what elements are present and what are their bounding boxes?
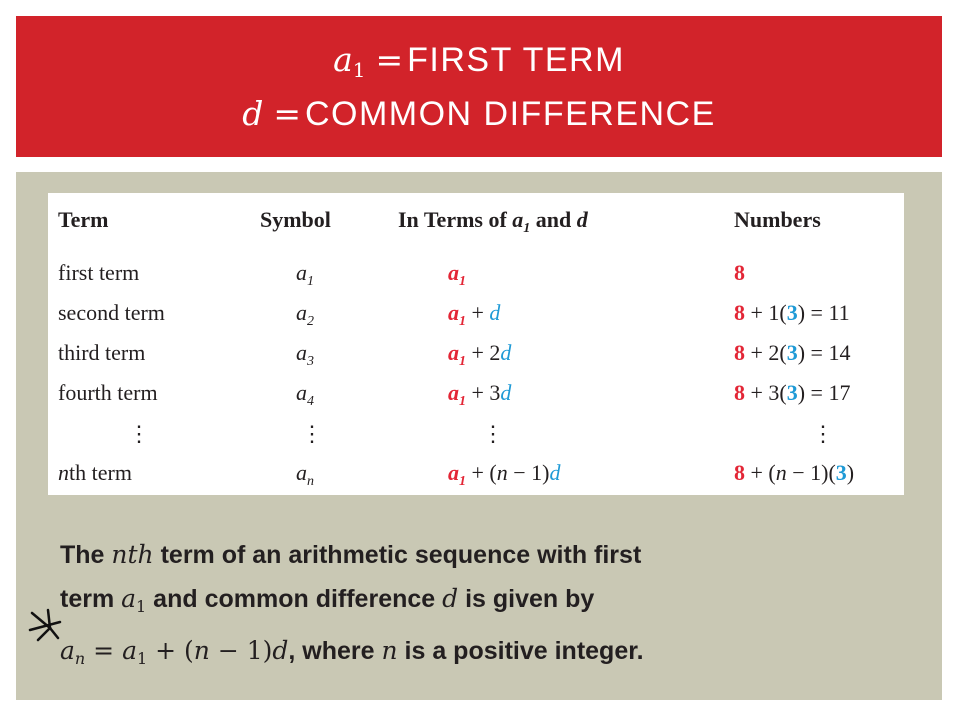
header-in-terms: [398, 207, 588, 237]
vdots-expr: ⋮: [482, 421, 504, 446]
expr-a1: $a_1$: [448, 380, 466, 409]
term-number: 8 + 2(3) = 14: [734, 340, 851, 365]
title-line-2: [242, 92, 716, 136]
term-label: third term: [58, 340, 146, 365]
var-a: a: [333, 39, 353, 79]
term-label: first term: [58, 260, 140, 285]
expr-a1: $a_1$: [448, 340, 466, 369]
equals-sign: =: [273, 93, 301, 133]
var-a1: [333, 39, 366, 82]
definition-paragraph: [60, 533, 920, 681]
first-term-label: FIRST TERM: [407, 40, 625, 79]
header-d: d: [576, 207, 588, 232]
var-d: d: [242, 93, 264, 133]
term-number: 8: [734, 260, 745, 285]
vdots-numbers: ⋮: [812, 421, 834, 446]
vdots-symbol: ⋮: [301, 421, 323, 446]
term-symbol: $a_1$: [296, 260, 314, 289]
header-term: Term: [58, 207, 109, 232]
term-symbol: $a_4$: [296, 380, 314, 409]
slide-title: [16, 16, 942, 157]
var-a-subscript: 1: [352, 57, 366, 82]
sequence-table: [48, 193, 904, 495]
term-expression: [448, 260, 466, 290]
nth-expression: $a_1 + (n - 1)d$: [448, 460, 561, 489]
term-label: second term: [58, 300, 165, 325]
common-difference-label: COMMON DIFFERENCE: [304, 94, 716, 133]
term-symbol: $a_3$: [296, 340, 314, 369]
title-line-1: [333, 38, 625, 92]
term-label: fourth term: [58, 380, 158, 405]
header-in-terms-prefix: In Terms of: [398, 207, 507, 232]
equals-sign: =: [375, 39, 404, 79]
vdots-term: ⋮: [128, 421, 150, 446]
expr-a1: $a_1$: [448, 260, 466, 289]
definition-line-1: The nth term of an arithmetic sequence with first: [60, 540, 642, 569]
nth-term-label: nth term: [58, 460, 132, 485]
definition-formula-line: $a_n = a_1 + (n - 1)d$, where n is a positive integer.: [60, 636, 644, 668]
nth-a1: $a_1$: [448, 460, 466, 489]
header-numbers: Numbers: [734, 207, 821, 232]
term-expression: $a_1 + 3d$: [448, 380, 512, 409]
header-and: and: [535, 207, 572, 232]
term-number: 8 + 3(3) = 17: [734, 380, 851, 405]
nth-symbol: $a_n$: [296, 460, 314, 489]
header-symbol: Symbol: [260, 207, 331, 232]
header-a: $a_1$: [512, 207, 531, 236]
asterisk-star-icon: [26, 604, 66, 644]
term-number: 8 + 1(3) = 11: [734, 300, 850, 325]
term-symbol: $a_2$: [296, 300, 314, 329]
definition-line-2: term $a_1$ and common difference d is given by: [60, 584, 595, 616]
expr-a1: $a_1$: [448, 300, 466, 329]
term-expression: $a_1 + 2d$: [448, 340, 512, 369]
term-expression: $a_1 + d$: [448, 300, 501, 329]
nth-number: 8 + (n − 1)(3): [734, 460, 855, 485]
